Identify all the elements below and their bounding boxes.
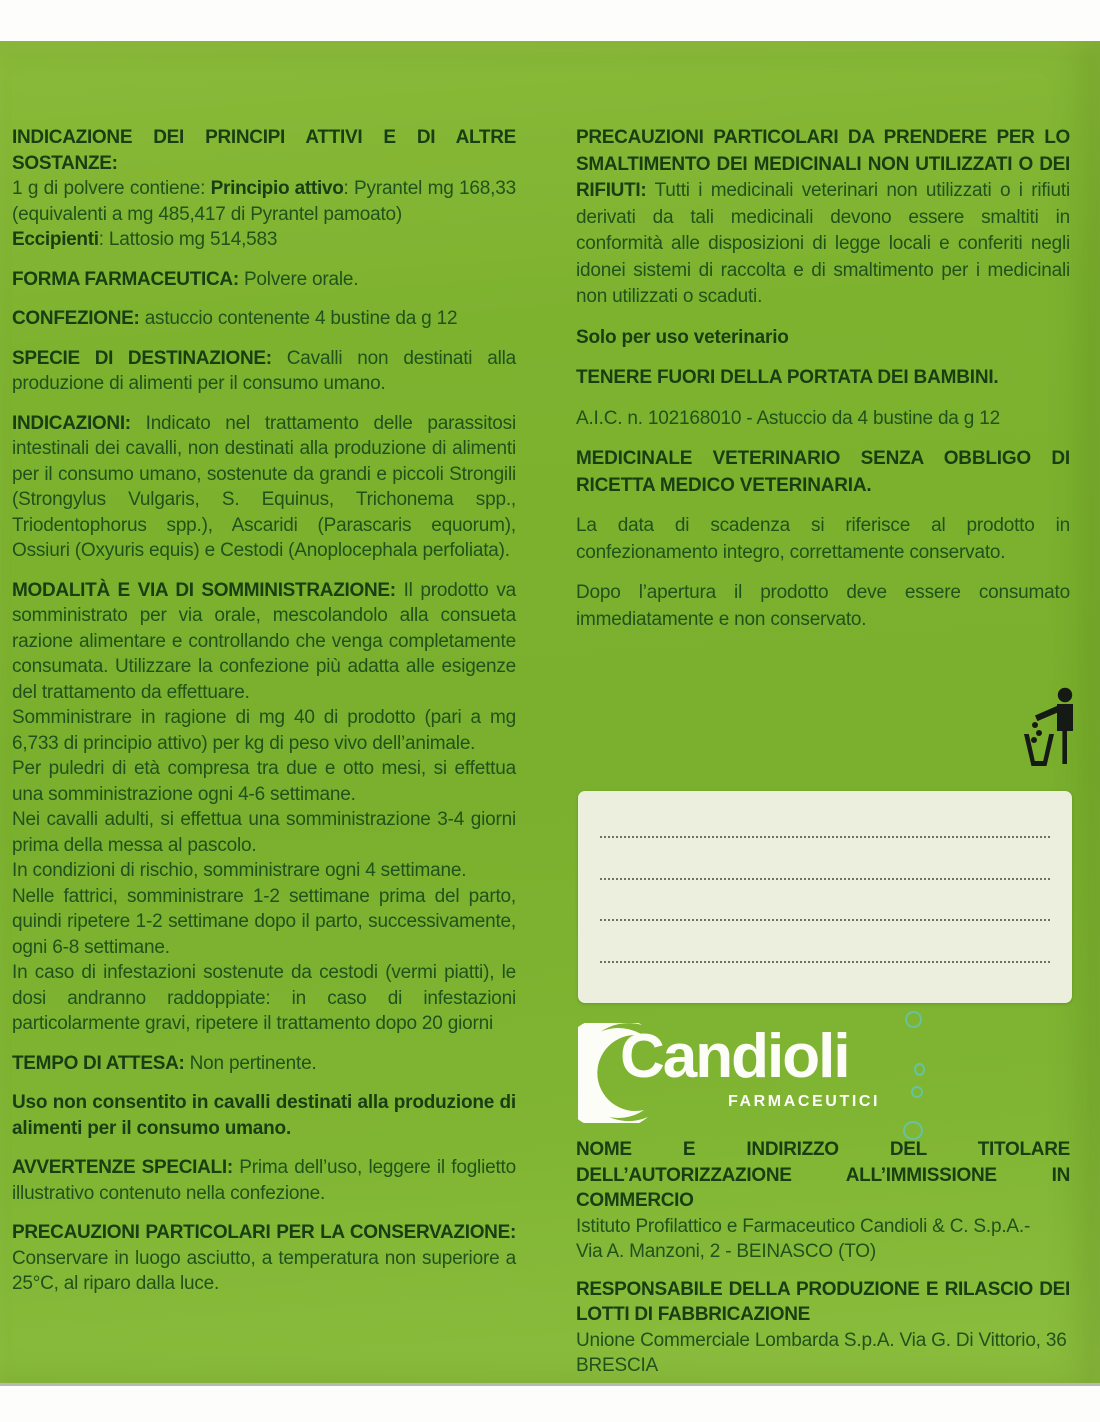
section-heading: SPECIE DI DESTINAZIONE: — [12, 347, 272, 369]
body-text: A.I.C. n. 102168010 - Astuccio da 4 bustine da g 12 — [576, 407, 1000, 429]
background-top-strip — [0, 0, 1100, 41]
section-heading: CONFEZIONE: — [12, 308, 140, 329]
body-text: Polvere orale. — [243, 268, 359, 290]
body-text: Nei cavalli adulti, si effettua una somministrazione 3-4 giorni prima della messa al pascolo. — [12, 809, 516, 856]
bold-text: Uso non consentito in cavalli destinati alla produzione di alimenti per il consumo umano. — [12, 1092, 516, 1139]
expiry-date-para — [576, 513, 1070, 566]
section-heading: PRECAUZIONI PARTICOLARI PER LA CONSERVAZIONE: — [12, 1222, 516, 1243]
address-line: Via A. Manzoni, 2 - BEINASCO (TO) — [576, 1241, 876, 1262]
veterinary-use-only-line — [576, 325, 1070, 352]
pharmaceutical-form-para — [12, 267, 516, 293]
body-text: Cavalli non destinati alla produzione di alimenti per il consumo umano. — [12, 347, 516, 394]
target-species-para — [12, 346, 516, 397]
address-line: BRESCIA — [576, 1355, 659, 1376]
body-text: 1 g di polvere contiene: — [12, 178, 206, 199]
manufacturer-address — [576, 1328, 1070, 1379]
logo-subtitle: FARMACEUTICI — [728, 1093, 881, 1110]
left-text-column — [12, 125, 516, 1311]
section-heading: RESPONSABILE DELLA PRODUZIONE E RILASCIO DEI LOTTI DI FABBRICAZIONE — [576, 1278, 1070, 1325]
body-text: La data di scadenza si riferisce al prodotto in confezionamento integro, correttamente conservato. — [576, 515, 1070, 563]
aic-number-line — [576, 406, 1070, 433]
green-package-panel — [0, 41, 1100, 1386]
mah-heading — [576, 1137, 1070, 1214]
logo-wordmark: Candioli — [620, 1022, 849, 1091]
dosage-line — [12, 705, 516, 756]
no-prescription-para — [576, 446, 1070, 499]
address-line: Unione Commerciale Lombarda S.p.A. Via G. Di Vittorio, 36 — [576, 1329, 1067, 1351]
body-text: Nelle fattrici, somministrare 1-2 settimane prima del parto, quindi ripetere 1-2 settimane dopo il parto, successivamente, ogni 6-8 settimane. — [12, 885, 516, 958]
special-warnings-para — [12, 1155, 516, 1206]
adult-horses-line — [12, 807, 516, 858]
candioli-logo — [578, 1021, 881, 1123]
section-heading: AVVERTENZE SPECIALI: — [12, 1157, 233, 1178]
print-mark — [905, 1011, 922, 1028]
address-line: Istituto Profilattico e Farmaceutico Candioli & C. S.p.A.- — [576, 1215, 1031, 1237]
body-text: Per puledri di età compresa tra due e otto mesi, si effettua una somministrazione ogni 4-6 settimane. — [12, 758, 516, 805]
indications-para — [12, 411, 516, 564]
after-opening-para — [576, 580, 1070, 633]
inline-bold: Principio attivo — [210, 178, 344, 199]
excipients-line — [12, 227, 516, 253]
print-mark — [911, 1086, 923, 1098]
print-mark — [914, 1063, 925, 1076]
pack-size-para — [12, 306, 516, 332]
body-text: Somministrare in ragione di mg 40 di prodotto (pari a mg 6,733 di principio attivo) per kg di peso vivo dell’animale. — [12, 707, 516, 754]
foals-line — [12, 756, 516, 807]
right-text-column — [576, 125, 1070, 647]
lot-expiry-writing-box — [578, 791, 1072, 1003]
mah-address — [576, 1214, 1070, 1265]
active-ingredients-heading — [12, 125, 516, 176]
body-text: Non pertinente. — [189, 1052, 317, 1074]
body-text: astuccio contenente 4 bustine da g 12 — [144, 308, 458, 329]
tapeworm-line — [12, 960, 516, 1037]
dotted-line — [600, 836, 1050, 838]
section-heading: INDICAZIONI: — [12, 412, 131, 434]
administration-para — [12, 578, 516, 706]
withdrawal-period-para — [12, 1051, 516, 1077]
tidyman-dispose-in-bin-icon — [1022, 687, 1084, 769]
print-mark — [903, 1121, 923, 1140]
disposal-precautions-para — [576, 125, 1070, 311]
risk-conditions-line — [12, 858, 516, 884]
body-text: Tutti i medicinali veterinari non utilizzati o i rifiuti derivati da tali medicinali devono essere smaltiti in conformità alle disposizioni di legge locali e conferiti negli idonei sistemi di raccolta e di smaltimento per i medicinali non utilizzati o scaduti. — [576, 180, 1070, 307]
dotted-line — [600, 961, 1050, 963]
body-text: : Pyrantel mg 168,33 (equivalenti a mg 485,417 di Pyrantel pamoato) — [12, 178, 516, 225]
body-text: Conservare in luogo asciutto, a temperatura non superiore a 25°C, al riparo dalla luce. — [12, 1247, 516, 1294]
section-heading: PRECAUZIONI PARTICOLARI DA PRENDERE PER LO SMALTIMENTO DEI MEDICINALI NON UTILIZZATI O DEI RIFIUTI: — [576, 127, 1070, 201]
section-heading: TEMPO DI ATTESA: — [12, 1052, 185, 1074]
storage-precautions-para — [12, 1220, 516, 1297]
section-heading: INDICAZIONE DEI PRINCIPI ATTIVI E DI ALTRE SOSTANZE: — [12, 127, 516, 174]
background-bottom-strip — [0, 1386, 1100, 1422]
body-text: In caso di infestazioni sostenute da cestodi (vermi piatti), le dosi andranno raddoppiate: in caso di infestazioni particolarmente gravi, ripetere il trattamento dopo 20 giorni — [12, 962, 516, 1034]
body-text: : Lattosio mg 514,583 — [98, 229, 278, 250]
dotted-line — [600, 919, 1050, 921]
keep-away-from-children-line — [576, 365, 1070, 392]
bold-text: Solo per uso veterinario — [576, 326, 789, 348]
body-text: In condizioni di rischio, somministrare ogni 4 settimane. — [12, 860, 467, 881]
bold-text: MEDICINALE VETERINARIO SENZA OBBLIGO DI RICETTA MEDICO VETERINARIA. — [576, 448, 1070, 496]
section-heading: FORMA FARMACEUTICA: — [12, 268, 239, 290]
body-text: Prima dell’uso, leggere il foglietto illustrativo contenuto nella confezione. — [12, 1157, 516, 1204]
manufacturer-heading — [576, 1277, 1070, 1328]
body-text: Dopo l’apertura il prodotto deve essere consumato immediatamente e non conservato. — [576, 582, 1070, 630]
body-text: Indicato nel trattamento delle parassitosi intestinali dei cavalli, non destinati alla produzione di alimenti per il consumo umano, sostenute da grandi e piccoli Strongili (Strongylus Vulgaris, S. Equinus, Trichonema spp., Triodentophorus spp.), Ascaridi (Parascaris equorum), Ossiuri (Oxyuris equis) e Cestodi (Anoplocephala perfoliata). — [12, 412, 516, 561]
section-heading: MODALITÀ E VIA DI SOMMINISTRAZIONE: — [12, 579, 396, 601]
bold-text: TENERE FUORI DELLA PORTATA DEI BAMBINI. — [576, 367, 999, 388]
broodmares-line — [12, 884, 516, 961]
inline-bold: Eccipienti — [12, 229, 99, 250]
body-text: Il prodotto va somministrato per via orale, mescolandolo alla consueta razione alimentare e controllando che venga completamente consumata. Utilizzare la confezione più adatta alle esigenze del trattamento da effettuare. — [12, 579, 516, 703]
prohibited-use-para — [12, 1090, 516, 1141]
dotted-line — [600, 878, 1050, 880]
active-ingredients-line — [12, 176, 516, 227]
authorisation-holder-block — [576, 1137, 1070, 1393]
section-heading: NOME E INDIRIZZO DEL TITOLARE DELL’AUTORIZZAZIONE ALL’IMMISSIONE IN COMMERCIO — [576, 1139, 1070, 1211]
